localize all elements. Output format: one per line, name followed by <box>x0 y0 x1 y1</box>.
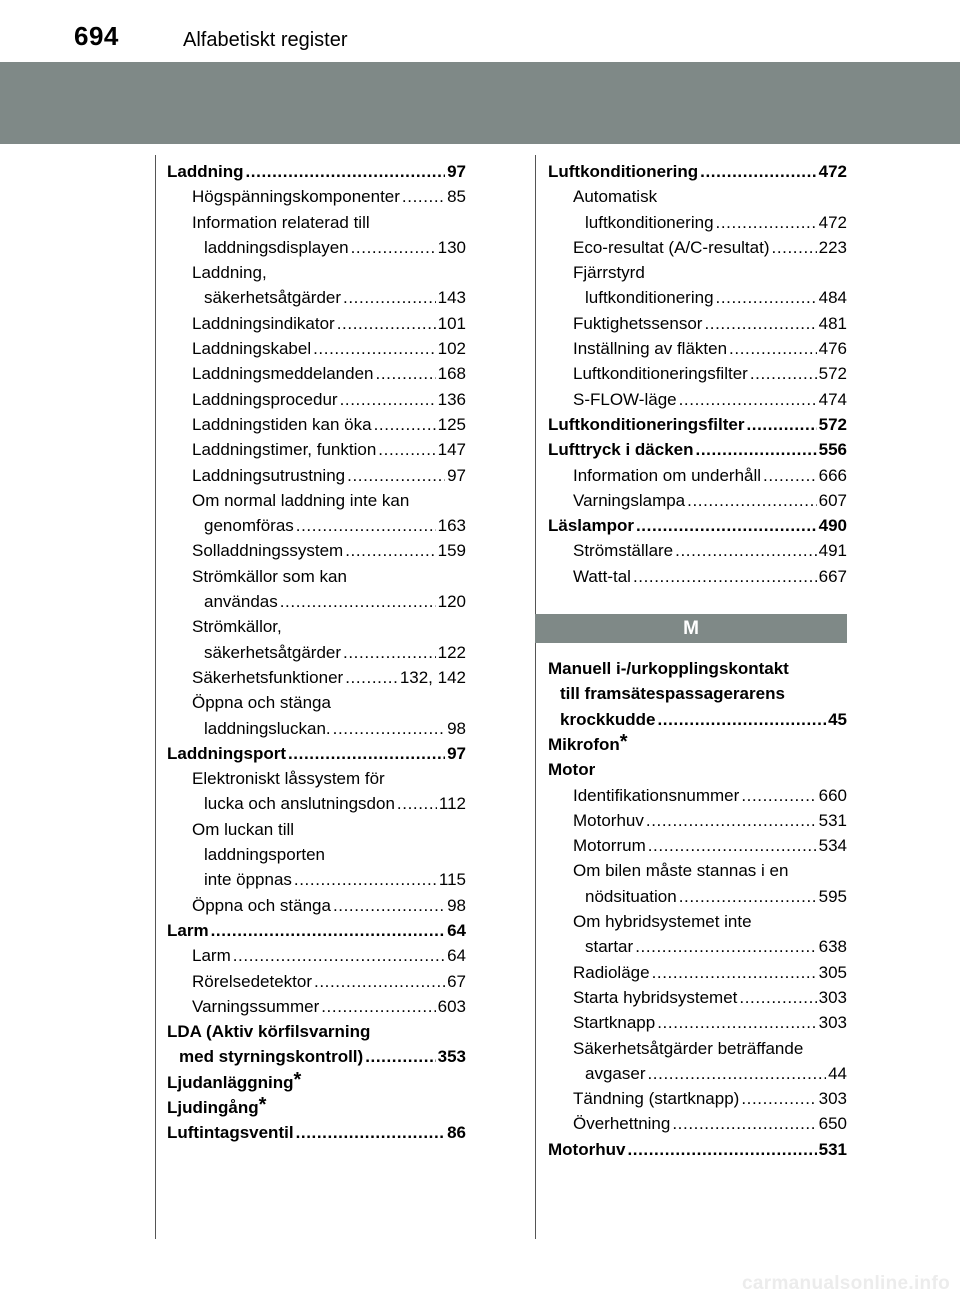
index-entry <box>167 412 466 437</box>
entry-text: Motorrum <box>573 836 646 856</box>
entry-text: Laddningsutrustning <box>192 465 346 485</box>
entry-text: genomföras <box>204 516 294 536</box>
leader-dots <box>716 285 817 310</box>
leader-dots <box>675 538 816 563</box>
leader-dots <box>700 159 816 184</box>
index-entry <box>548 757 847 782</box>
page-reference: 45 <box>828 709 847 729</box>
leader-dots <box>741 783 816 808</box>
leader-dots <box>345 538 435 563</box>
leader-dots <box>716 210 817 235</box>
entry-text: Öppna och stänga <box>192 895 331 915</box>
index-list-right-top <box>548 159 847 589</box>
index-entry <box>548 437 847 462</box>
entry-text: Mikrofon <box>548 734 620 754</box>
leader-dots <box>351 235 436 260</box>
entry-text: Laddningsmeddelanden <box>192 364 374 384</box>
leader-dots <box>635 934 816 959</box>
index-entry <box>548 361 847 386</box>
leader-dots <box>333 716 445 741</box>
entry-text: Överhettning <box>573 1114 671 1134</box>
entry-text: Om hybridsystemet inte <box>573 912 752 932</box>
entry-text: Luftintagsventil <box>167 1123 294 1143</box>
page-reference: 64 <box>447 920 466 940</box>
leader-dots <box>374 412 436 437</box>
page-reference: 101 <box>437 313 466 333</box>
page-reference: 122 <box>437 642 466 662</box>
entry-text: Watt-tal <box>573 566 631 586</box>
page-reference: 476 <box>818 339 847 359</box>
page-reference: 163 <box>437 516 466 536</box>
entry-text: Om bilen måste stannas i en <box>573 861 789 881</box>
entry-text: Säkerhetsåtgärder beträffande <box>573 1038 804 1058</box>
entry-text: säkerhetsåtgärder <box>204 642 342 662</box>
entry-text: Manuell i-/urkopplingskontakt <box>548 659 789 679</box>
page-reference: 64 <box>447 946 466 966</box>
entry-text: nödsituation <box>585 886 677 906</box>
page-reference: 97 <box>447 162 466 181</box>
leader-dots <box>636 513 817 538</box>
leader-dots <box>746 412 816 437</box>
index-entry <box>548 783 847 808</box>
index-entry: Ljudingång * <box>167 1095 466 1120</box>
index-entry <box>167 184 466 209</box>
entry-text: Solladdningssystem <box>192 541 344 561</box>
entry-text: Starta hybridsystemet <box>573 987 738 1007</box>
page-reference: 303 <box>818 1089 847 1109</box>
page-reference: 67 <box>447 971 466 991</box>
leader-dots <box>347 463 445 488</box>
watermark: carmanualsonline.info <box>742 1273 950 1294</box>
entry-text: Rörelsedetektor <box>192 971 313 991</box>
entry-text: LDA (Aktiv körfilsvarning <box>167 1022 371 1042</box>
index-entry <box>167 564 466 615</box>
entry-text: Öppna och stänga <box>192 693 331 713</box>
page-reference: 556 <box>818 440 847 460</box>
leader-dots <box>647 1061 826 1086</box>
page-reference: 666 <box>818 465 847 485</box>
entry-text: Eco-resultat (A/C-resultat) <box>573 237 770 257</box>
entry-text: Fjärrstyrd <box>573 263 645 283</box>
index-entry <box>167 210 466 261</box>
page-reference: 572 <box>818 414 847 434</box>
page-reference: 85 <box>447 187 466 207</box>
page-reference: 474 <box>818 389 847 409</box>
index-entry <box>548 159 847 184</box>
page-reference: 125 <box>437 414 466 434</box>
index-entry <box>167 665 466 690</box>
index-entry <box>167 766 466 817</box>
page-reference: 159 <box>437 541 466 561</box>
page-reference: 303 <box>818 1013 847 1033</box>
page-title: Alfabetiskt register <box>183 29 348 51</box>
leader-dots <box>397 791 437 816</box>
page-reference: 638 <box>818 937 847 957</box>
index-list-right-bottom <box>548 656 847 1162</box>
entry-text: Luftkonditionering <box>548 162 699 181</box>
entry-text: Motorhuv <box>573 810 644 830</box>
entry-text: Strömställare <box>573 541 674 561</box>
leader-dots <box>233 943 445 968</box>
entry-text: Om normal laddning inte kan <box>192 490 410 510</box>
leader-dots <box>378 437 435 462</box>
entry-text: Lufttryck i däcken <box>548 440 694 460</box>
page-reference: 531 <box>818 1139 847 1159</box>
page-reference: 481 <box>818 313 847 333</box>
entry-text: inte öppnas <box>204 870 292 890</box>
index-entry <box>167 690 466 741</box>
page-reference: 223 <box>818 237 847 257</box>
entry-text: Strömkällor, <box>192 617 282 637</box>
entry-text: användas <box>204 592 278 612</box>
index-entry <box>548 1010 847 1035</box>
page-reference: 143 <box>437 288 466 308</box>
entry-text: startar <box>585 937 634 957</box>
leader-dots <box>763 463 817 488</box>
entry-text: Ljudingång <box>167 1097 259 1117</box>
index-column-left <box>167 159 466 1146</box>
entry-text: Larm <box>167 920 209 940</box>
index-entry <box>167 1120 466 1145</box>
leader-dots <box>211 918 446 943</box>
index-entry <box>548 833 847 858</box>
page-reference: 531 <box>818 810 847 830</box>
entry-text: Ljudanläggning <box>167 1072 294 1092</box>
page-reference: 660 <box>818 785 847 805</box>
entry-text: Om luckan till <box>192 819 295 839</box>
index-entry <box>167 943 466 968</box>
entry-text: laddningsporten <box>204 845 325 865</box>
page-reference: 86 <box>447 1123 466 1143</box>
entry-text: Högspänningskomponenter <box>192 187 400 207</box>
entry-text: Laddningstimer, funktion <box>192 440 377 460</box>
leader-dots <box>340 387 436 412</box>
leader-dots <box>376 361 436 386</box>
leader-dots <box>288 741 445 766</box>
leader-dots <box>294 867 437 892</box>
leader-dots <box>313 336 436 361</box>
entry-text: Information om underhåll <box>573 465 762 485</box>
leader-dots <box>296 513 436 538</box>
page-reference: 305 <box>818 962 847 982</box>
page-reference: 607 <box>818 490 847 510</box>
index-entry <box>167 361 466 386</box>
index-entry <box>548 488 847 513</box>
leader-dots <box>657 707 826 732</box>
entry-text: Luftkonditioneringsfilter <box>548 414 745 434</box>
page-reference: 472 <box>818 212 847 232</box>
leader-dots <box>345 665 398 690</box>
page-reference: 132, 142 <box>399 667 466 687</box>
index-entry <box>167 1019 466 1070</box>
index-entry <box>548 858 847 909</box>
entry-text: Motor <box>548 760 596 780</box>
leader-dots <box>296 1120 446 1145</box>
index-entry <box>548 387 847 412</box>
entry-text: Säkerhetsfunktioner <box>192 667 344 687</box>
entry-text: Luftkonditioneringsfilter <box>573 364 748 384</box>
index-entry <box>548 184 847 235</box>
leader-dots <box>648 833 817 858</box>
index-entry <box>548 412 847 437</box>
page-reference: 303 <box>818 987 847 1007</box>
leader-dots <box>657 1010 816 1035</box>
entry-text: luftkonditionering <box>585 212 714 232</box>
leader-dots <box>333 893 445 918</box>
leader-dots <box>687 488 816 513</box>
index-entry <box>548 1137 847 1162</box>
entry-text: Laddning, <box>192 263 267 283</box>
leader-dots <box>696 437 817 462</box>
entry-text: Laddningstiden kan öka <box>192 414 372 434</box>
entry-text: med styrningskontroll) <box>179 1047 364 1067</box>
leader-dots <box>750 361 817 386</box>
page-reference: 490 <box>818 516 847 536</box>
page-reference: 572 <box>818 364 847 384</box>
index-entry <box>548 311 847 336</box>
page-reference: 97 <box>447 743 466 763</box>
entry-text: S-FLOW-läge <box>573 389 677 409</box>
leader-dots <box>365 1044 435 1069</box>
entry-text: Varningslampa <box>573 490 686 510</box>
index-entry <box>548 1036 847 1087</box>
page-reference: 491 <box>818 541 847 561</box>
index-entry: Mikrofon * <box>548 732 847 757</box>
entry-text: Inställning av fläkten <box>573 339 728 359</box>
index-entry <box>167 488 466 539</box>
index-entry <box>167 614 466 665</box>
page-reference: 484 <box>818 288 847 308</box>
leader-dots <box>321 994 435 1019</box>
index-entry <box>548 985 847 1010</box>
index-entry <box>548 960 847 985</box>
leader-dots <box>627 1137 816 1162</box>
index-entry <box>548 656 847 732</box>
entry-text: Läslampor <box>548 516 634 536</box>
index-entry <box>548 564 847 589</box>
index-entry <box>167 994 466 1019</box>
index-entry <box>548 1111 847 1136</box>
leader-dots <box>672 1111 816 1136</box>
entry-text: krockkudde <box>560 709 656 729</box>
left-column-rule <box>155 155 156 1239</box>
index-entry <box>548 336 847 361</box>
page-reference: 98 <box>447 718 466 738</box>
section-header-m: M <box>535 614 847 643</box>
index-entry <box>167 437 466 462</box>
leader-dots <box>679 387 817 412</box>
entry-text: Automatisk <box>573 187 658 207</box>
entry-text: laddningsdisplayen <box>204 237 349 257</box>
leader-dots <box>652 960 817 985</box>
index-entry <box>548 1086 847 1111</box>
page-number: 694 <box>74 21 119 51</box>
page-reference: 112 <box>438 794 466 814</box>
page-reference: 136 <box>437 389 466 409</box>
page-reference: 472 <box>818 162 847 181</box>
entry-text: Radioläge <box>573 962 650 982</box>
index-entry <box>167 336 466 361</box>
leader-dots <box>343 285 436 310</box>
index-entry <box>548 513 847 538</box>
leader-dots <box>314 969 445 994</box>
index-entry <box>548 463 847 488</box>
index-entry <box>167 159 466 184</box>
leader-dots <box>337 311 436 336</box>
index-entry <box>548 260 847 311</box>
index-entry <box>167 817 466 893</box>
entry-text: laddningsluckan. <box>204 718 331 738</box>
index-entry <box>167 969 466 994</box>
index-entry: Ljudanläggning * <box>167 1070 466 1095</box>
entry-text: till framsätespassagerarens <box>560 684 785 704</box>
page-reference: 98 <box>447 895 466 915</box>
index-column-right <box>548 159 847 1162</box>
page-reference: 115 <box>438 870 466 890</box>
entry-text: Larm <box>192 946 231 966</box>
leader-dots <box>704 311 816 336</box>
page-reference: 130 <box>437 237 466 257</box>
right-column-rule <box>535 155 536 1239</box>
page-reference: 534 <box>818 836 847 856</box>
entry-text: Laddningskabel <box>192 339 312 359</box>
index-entry <box>167 387 466 412</box>
index-entry <box>167 311 466 336</box>
index-entry <box>167 918 466 943</box>
index-entry <box>548 235 847 260</box>
page-reference: 97 <box>447 465 466 485</box>
leader-dots <box>633 564 817 589</box>
index-entry <box>548 909 847 960</box>
entry-text: Laddningsport <box>167 743 286 763</box>
index-entry <box>167 893 466 918</box>
page-reference: 667 <box>818 566 847 586</box>
leader-dots <box>646 808 817 833</box>
entry-text: Tändning (startknapp) <box>573 1089 740 1109</box>
entry-text: Motorhuv <box>548 1139 626 1159</box>
page-reference: 595 <box>818 886 847 906</box>
leader-dots <box>402 184 445 209</box>
entry-text: säkerhetsåtgärder <box>204 288 342 308</box>
page-header <box>0 0 960 62</box>
entry-text: Identifikationsnummer <box>573 785 740 805</box>
index-entry <box>548 808 847 833</box>
page-reference: 650 <box>818 1114 847 1134</box>
page-reference: 168 <box>437 364 466 384</box>
leader-dots <box>741 1086 816 1111</box>
index-entry <box>167 538 466 563</box>
entry-text: lucka och anslutningsdon <box>204 794 395 814</box>
entry-text: luftkonditionering <box>585 288 714 308</box>
leader-dots <box>679 884 817 909</box>
entry-text: Laddningsindikator <box>192 313 335 333</box>
leader-dots <box>280 589 436 614</box>
page-reference: 603 <box>437 996 466 1016</box>
index-entry <box>167 260 466 311</box>
header-bar <box>0 62 960 144</box>
entry-text: Laddning <box>167 162 244 181</box>
entry-text: Varningssummer <box>192 996 320 1016</box>
entry-text: Strömkällor som kan <box>192 566 347 586</box>
leader-dots <box>739 985 816 1010</box>
leader-dots <box>343 640 436 665</box>
page-reference: 120 <box>437 592 466 612</box>
page-reference: 102 <box>437 339 466 359</box>
entry-text: Information relaterad till <box>192 212 370 232</box>
leader-dots <box>245 159 445 184</box>
index-entry <box>167 741 466 766</box>
entry-text: Startknapp <box>573 1013 656 1033</box>
page-reference: 353 <box>437 1047 466 1067</box>
leader-dots <box>729 336 817 361</box>
entry-text: Fuktighetssensor <box>573 313 703 333</box>
page-reference: 44 <box>828 1063 847 1083</box>
index-entry <box>548 538 847 563</box>
entry-text: Laddningsprocedur <box>192 389 338 409</box>
page-reference: 147 <box>437 440 466 460</box>
entry-text: avgaser <box>585 1063 646 1083</box>
index-entry <box>167 463 466 488</box>
entry-text: Elektroniskt låssystem för <box>192 769 385 789</box>
leader-dots <box>772 235 817 260</box>
